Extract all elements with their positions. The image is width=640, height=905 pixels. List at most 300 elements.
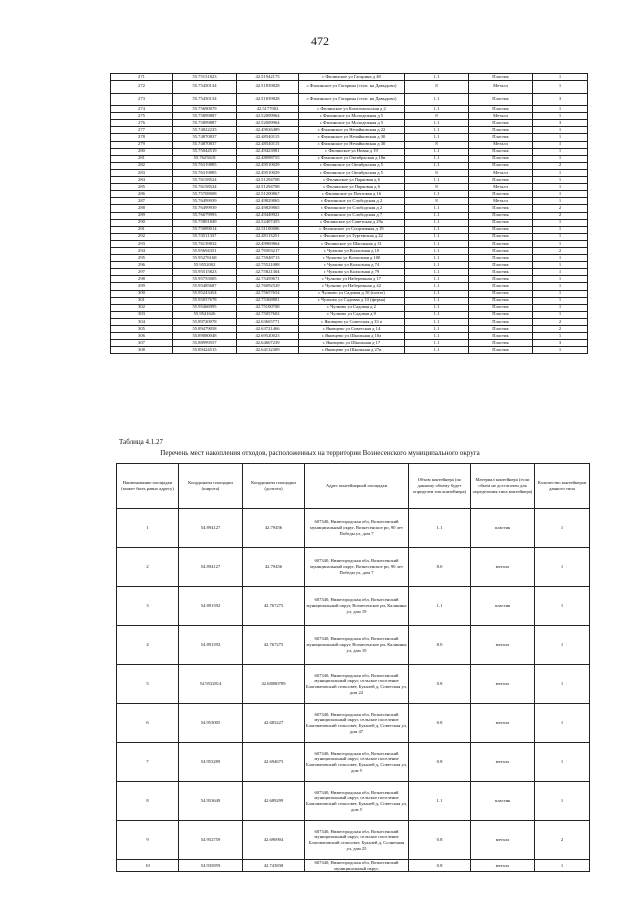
material-cell: пластик [471,509,535,548]
quantity-cell: 1 [533,198,588,205]
longitude-cell: 42.696904 [243,821,305,860]
longitude-cell: 42.767275 [243,626,305,665]
volume-cell: 1.1 [405,276,469,283]
table-row [111,134,588,141]
table-row [111,205,588,212]
longitude-cell: 42.689299 [243,782,305,821]
material-cell: Пластик [469,219,533,226]
volume-cell: 1.1 [405,93,469,106]
volume-cell: 1.1 [405,347,469,354]
latitude-cell: 54.891592 [179,626,243,665]
address-cell: 607340, Нижегородская обл, Вознесенский муниципальный округ, сельское поселение Благоватовский сельсовет, Букалей д, Советская ул, дом 5 [305,782,409,821]
address-cell: с Яковцево ул Школьная д 17 [299,340,405,347]
quantity-cell: 2 [533,318,588,325]
material-cell: Пластик [469,269,533,276]
quantity-cell: 1 [533,347,588,354]
table-row [111,233,588,240]
material-cell: Металл [469,184,533,191]
volume-cell: 1.1 [405,297,469,304]
longitude-cell: 42.75521088 [237,262,299,269]
table-row [111,283,588,290]
table-row [111,106,588,113]
latitude-cell: 54.894127 [179,548,243,587]
longitude-cell: 42.49829865 [237,198,299,205]
longitude-cell: 42.75057602 [237,311,299,318]
table-row [111,74,588,81]
site-name-cell: 1 [117,509,179,548]
longitude-cell: 42.75657654 [237,290,299,297]
row-number-cell: 304 [111,318,173,325]
volume-cell: 1.1 [405,212,469,219]
address-cell: 607340, Нижегородская обл, Вознесенский муниципальный округ, Вознесенское рп, 90 лет Победы ул, дом 7 [305,548,409,587]
address-cell: с Филинское ул Гагарина (стоп. на Давыдово) [299,93,405,106]
quantity-cell: 1 [535,782,590,821]
row-number-cell: 278 [111,134,173,141]
latitude-cell: 55.9552002 [173,262,237,269]
latitude-cell: 55.75899887 [173,113,237,120]
quantity-cell: 1 [533,240,588,247]
table-row [111,240,588,247]
volume-cell: 1.1 [405,283,469,290]
longitude-cell: 42.69520023 [237,333,299,340]
volume-cell: 1.1 [405,318,469,325]
material-cell: металл [471,743,535,782]
quantity-cell: 1 [533,304,588,311]
longitude-cell: 42.48540115 [237,141,299,148]
material-cell: металл [471,665,535,704]
table-row [111,169,588,176]
row-number-cell: 279 [111,141,173,148]
material-cell: Металл [469,81,533,94]
longitude-cell: 42.694675 [243,743,305,782]
volume-cell: 8 [405,113,469,120]
material-cell: Пластик [469,255,533,262]
latitude-cell: 55.75899887 [173,120,237,127]
material-cell: Пластик [469,311,533,318]
volume-cell: 1.1 [405,333,469,340]
row-number-cell: 280 [111,148,173,155]
material-cell: Пластик [469,262,533,269]
material-cell: Пластик [469,162,533,169]
longitude-cell: 42.68080789 [243,665,305,704]
latitude-cell: 55.74870837 [173,134,237,141]
site-name-cell: 7 [117,743,179,782]
table-row [111,219,588,226]
volume-cell: 1.1 [405,155,469,162]
quantity-cell: 1 [533,81,588,94]
quantity-cell: 1 [533,333,588,340]
table-row [111,255,588,262]
material-cell: Пластик [469,93,533,106]
volume-cell: 1.1 [405,269,469,276]
material-cell: Пластик [469,212,533,219]
volume-cell: 1.1 [409,587,471,626]
longitude-cell: 42.79456 [243,509,305,548]
volume-cell: 0.8 [409,821,471,860]
longitude-cell: 42.51294708 [237,184,299,191]
quantity-cell: 2 [533,205,588,212]
latitude-cell: 55.95694351 [173,247,237,254]
row-number-cell: 290 [111,219,173,226]
table-header-row [117,464,590,509]
latitude-cell: 55.95485687 [173,283,237,290]
material-cell: Пластик [469,233,533,240]
material-cell: Пластик [469,318,533,325]
address-cell: с Яковцево ул Советская д 33 а [299,318,405,325]
table-caption: Таблица 4.1.27 [119,438,163,446]
address-cell: с Филинское ул Слободская д 2 [299,198,405,205]
table-row [111,333,588,340]
material-cell: Пластик [469,290,533,297]
material-cell: Пластик [469,326,533,333]
row-number-cell: 296 [111,262,173,269]
volume-cell: 1.1 [405,120,469,127]
material-cell: металл [471,860,535,872]
address-cell: с Филинское ул Парковая д 6 [299,177,405,184]
address-cell: с Филинское ул Парковая д 6 [299,184,405,191]
table-row [111,262,588,269]
longitude-cell: 42.49510029 [237,162,299,169]
table-row [111,120,588,127]
row-number-cell: 289 [111,212,173,219]
material-cell: Пластик [469,297,533,304]
longitude-cell: 42.76092529 [237,283,299,290]
table-row [111,297,588,304]
address-cell: 607340, Нижегородская обл, Вознесенский муниципальный округ, [305,860,409,872]
quantity-cell: 3 [533,120,588,127]
quantity-cell: 1 [533,255,588,262]
row-number-cell: 285 [111,184,173,191]
table-row [117,821,590,860]
table-row [111,340,588,347]
table-row [117,548,590,587]
table-row [111,247,588,254]
table-row [111,304,588,311]
address-cell: с Филинское ул Школьная д 31 [299,240,405,247]
table-row [111,191,588,198]
table-row [111,81,588,94]
material-cell: Пластик [469,276,533,283]
quantity-cell: 1 [533,169,588,176]
table-row [111,226,588,233]
row-number-cell: 271 [111,74,173,81]
table-row [111,276,588,283]
row-number-cell: 274 [111,106,173,113]
quantity-cell: 2 [533,162,588,169]
quantity-cell: 1 [533,262,588,269]
header-address: Адрес контейнерной площадки [305,464,409,509]
longitude-cell: 42.49449921 [237,212,299,219]
address-cell: с Филинское ул Нечайковская д 22 [299,127,405,134]
latitude-cell: 55.7625618 [173,155,237,162]
material-cell: Пластик [469,205,533,212]
address-cell: с Чулково ул Набережная д 17 [299,276,405,283]
table-row [111,162,588,169]
table-row [111,141,588,148]
quantity-cell: 3 [533,340,588,347]
longitude-cell: 42.48113251 [237,233,299,240]
address-cell: с Чулково ул Колхозная д 100 [299,255,405,262]
volume-cell: 1.1 [405,226,469,233]
row-number-cell: 281 [111,155,173,162]
address-cell: с Филинское ул Гагарина (стоп. на Давыдово) [299,81,405,94]
table-row [117,782,590,821]
latitude-cell: 54.9532814 [179,665,243,704]
quantity-cell: 3 [533,93,588,106]
quantity-cell: 1 [533,184,588,191]
address-cell: с Филинское ул Спортивная д 19 [299,226,405,233]
quantity-cell: 1 [533,106,588,113]
header-longitude: Координаты площадки (долгота) [243,464,305,509]
latitude-cell: 55.75690079 [173,106,237,113]
address-cell: с Чулково ул Колхозная д 10 [299,247,405,254]
volume-cell: 1.1 [405,311,469,318]
latitude-cell: 54.953005 [179,704,243,743]
header-quantity: Количество контейнеров данного типа [535,464,590,509]
longitude-cell: 42.75459671 [237,276,299,283]
site-name-cell: 4 [117,626,179,665]
volume-cell: 8 [405,141,469,148]
quantity-cell: 1 [535,860,590,872]
longitude-cell: 42.48098755 [237,155,299,162]
longitude-cell: 42.76503217 [237,247,299,254]
volume-cell: 1.1 [405,326,469,333]
row-number-cell: 297 [111,269,173,276]
quantity-cell: 1 [533,127,588,134]
quantity-cell: 1 [533,276,588,283]
quantity-cell: 1 [535,587,590,626]
table-row [111,127,588,134]
address-cell: 607340, Нижегородская обл, Вознесенский муниципальный округ, Вознесенское рп, 90 лет Победы ул, дом 7 [305,509,409,548]
latitude-cell: 54.935859 [179,860,243,872]
volume-cell: 1.1 [405,240,469,247]
longitude-cell: 42.5177002 [237,106,299,113]
address-cell: с Филинское ул Молодежная д 5 [299,120,405,127]
address-cell: с Чулково ул Садовая д 2 [299,304,405,311]
material-cell: Пластик [469,177,533,184]
longitude-cell: 42.49969864 [237,240,299,247]
longitude-cell: 42.51839828 [237,93,299,106]
row-number-cell: 303 [111,311,173,318]
volume-cell: 8 [405,198,469,205]
latitude-cell: 55.74511337 [173,233,237,240]
table-row [111,155,588,162]
longitude-cell: 42.743838 [243,860,305,872]
row-number-cell: 272 [111,81,173,94]
material-cell: Пластик [469,347,533,354]
quantity-cell: 1 [533,155,588,162]
table-row [111,184,588,191]
table-row [111,347,588,354]
latitude-cell: 55.95755005 [173,276,237,283]
address-cell: с Чулково ул Колхозная д 79 [299,269,405,276]
volume-cell: 0.8 [409,743,471,782]
row-number-cell: 282 [111,162,173,169]
row-number-cell: 291 [111,226,173,233]
address-cell: 607340, Нижегородская обл, Вознесенский муниципальный округ, сельское поселение Благоватовский сельсовет, Букалей д, Солнечная ул, дом 25 [305,821,409,860]
material-cell: пластик [471,587,535,626]
volume-cell: 8 [405,184,469,191]
quantity-cell: 1 [535,665,590,704]
material-cell: Металл [469,141,533,148]
longitude-cell: 42.63665771 [237,318,299,325]
table-row [111,148,588,155]
row-number-cell: 299 [111,283,173,290]
volume-cell: 1.1 [405,148,469,155]
table-row [117,587,590,626]
latitude-cell: 55.95466995 [173,304,237,311]
latitude-cell: 54.953289 [179,743,243,782]
latitude-cell: 55.9541626 [173,311,237,318]
row-number-cell: 294 [111,247,173,254]
row-number-cell: 286 [111,191,173,198]
longitude-cell: 42.63721466 [237,326,299,333]
table-row [111,177,588,184]
latitude-cell: 55.76158524 [173,184,237,191]
volume-cell: 8 [405,169,469,176]
page-number: 472 [311,34,329,48]
material-cell: Пластик [469,333,533,340]
quantity-cell: 1 [535,548,590,587]
header-material: Материал контейнера (если объем не достаточен для определения типа контейнера) [471,464,535,509]
address-cell: с Яковцево ул Советская д 14 [299,326,405,333]
header-volume: Объем контейнера (по данному объему будет определен тип контейнера) [409,464,471,509]
address-cell: с Филинское ул Комсомольская д 2 [299,106,405,113]
quantity-cell: 1 [533,134,588,141]
row-number-cell: 307 [111,340,173,347]
table-row [111,318,588,325]
address-cell: с Чулково ул Садовая д 10 (почта) [299,290,405,297]
address-cell: с Чулково ул Колхозная д 74 [299,262,405,269]
volume-cell: 8.0 [409,548,471,587]
quantity-cell: 1 [533,113,588,120]
address-cell: с Филинское ул Октябрьская д 5 [299,162,405,169]
latitude-cell: 55.75089014 [173,226,237,233]
volume-cell: 1.1 [405,290,469,297]
material-cell: Пластик [469,247,533,254]
address-cell: 607340, Нижегородская обл, Вознесенский муниципальный округ, Вознесенское рп, Калинина ул, дом 19 [305,587,409,626]
material-cell: Пластик [469,191,533,198]
quantity-cell: 1 [533,283,588,290]
row-number-cell: 301 [111,297,173,304]
longitude-cell: 42.64132309 [237,347,299,354]
table-row [111,311,588,318]
latitude-cell: 55.75151823 [173,74,237,81]
material-cell: Пластик [469,304,533,311]
address-cell: 607340, Нижегородская обл, Вознесенский муниципальный округ, Вознесенское рп, Калинина ул, дом 19 [305,626,409,665]
quantity-cell: 1 [533,226,588,233]
material-cell: Пластик [469,106,533,113]
address-cell: с Филинское ул Тургенская д 22 [299,233,405,240]
latitude-cell: 55.89479058 [173,326,237,333]
volume-cell: 8 [405,81,469,94]
material-cell: Металл [469,198,533,205]
volume-cell: 1.1 [405,127,469,134]
row-number-cell: 275 [111,113,173,120]
table-row [117,860,590,872]
header-latitude: Координаты площадки (широта) [179,464,243,509]
address-cell: с Филинское ул Нечайковская д 30 [299,134,405,141]
longitude-cell: 42.767275 [243,587,305,626]
latitude-cell: 55.75450134 [173,93,237,106]
latitude-cell: 55.95243454 [173,290,237,297]
material-cell: Пластик [469,148,533,155]
address-cell: с Филинское ул Новая д 19 [299,148,405,155]
latitude-cell: 55.76499939 [173,198,237,205]
container-sites-table-continued [110,73,588,354]
latitude-cell: 55.75801849 [173,219,237,226]
material-cell: Пластик [469,155,533,162]
quantity-cell: 1 [533,177,588,184]
address-cell: с Яковцево ул Школьная д 27в [299,347,405,354]
quantity-cell: 1 [533,191,588,198]
site-name-cell: 9 [117,821,179,860]
row-number-cell: 306 [111,333,173,340]
longitude-cell: 42.49026489 [237,127,299,134]
quantity-cell: 1 [535,626,590,665]
longitude-cell: 42.51294708 [237,177,299,184]
latitude-cell: 54.891592 [179,587,243,626]
table-row [117,704,590,743]
latitude-cell: 55.76319885 [173,162,237,169]
site-name-cell: 6 [117,704,179,743]
address-cell: с Филинское ул Слободская д 7 [299,212,405,219]
site-name-cell: 2 [117,548,179,587]
table-row [111,93,588,106]
quantity-cell: 1 [533,141,588,148]
table-row [111,212,588,219]
longitude-cell: 42.75048713 [237,255,299,262]
address-cell: 607340, Нижегородская обл, Вознесенский муниципальный округ, сельское поселение Благоватовский сельсовет, Букалей д, Советская ул, дом 5 [305,743,409,782]
latitude-cell: 55.95276168 [173,255,237,262]
table-row [111,269,588,276]
material-cell: Пластик [469,120,533,127]
material-cell: Металл [469,113,533,120]
longitude-cell: 42.49423981 [237,148,299,155]
row-number-cell: 302 [111,304,173,311]
row-number-cell: 300 [111,290,173,297]
volume-cell: 1.1 [405,191,469,198]
latitude-cell: 55.76139832 [173,240,237,247]
row-number-cell: 292 [111,233,173,240]
quantity-cell: 1 [533,290,588,297]
latitude-cell: 55.89720078 [173,318,237,325]
table-title: Перечень мест накопления отходов, расположенных на территории Вознесенского муниципального округа [160,449,480,457]
table-row [117,509,590,548]
latitude-cell: 55.75708008 [173,191,237,198]
quantity-cell: 2 [533,326,588,333]
longitude-cell: 42.683227 [243,704,305,743]
latitude-cell: 55.74870837 [173,141,237,148]
row-number-cell: 308 [111,347,173,354]
address-cell: 607340, Нижегородская обл, Вознесенский муниципальный округ, сельское поселение Благоватовский сельсовет, Букалей д, Советская ул, дом 22 [305,665,409,704]
material-cell: Пластик [469,74,533,81]
volume-cell: 1.1 [405,233,469,240]
address-cell: с Яковцево ул Школьная д 10а [299,333,405,340]
address-cell: с Филинское ул Октябрьская д 18в [299,155,405,162]
quantity-cell: 1 [533,297,588,304]
latitude-cell: 55.76499939 [173,205,237,212]
longitude-cell: 42.51942175 [237,74,299,81]
row-number-cell: 277 [111,127,173,134]
latitude-cell: 55.76679993 [173,212,237,219]
material-cell: Пластик [469,226,533,233]
latitude-cell: 54.952759 [179,821,243,860]
latitude-cell: 55.95057678 [173,297,237,304]
volume-cell: 1.1 [405,177,469,184]
quantity-cell: 1 [533,74,588,81]
address-cell: с Филинское ул Нечайковская д 30 [299,141,405,148]
